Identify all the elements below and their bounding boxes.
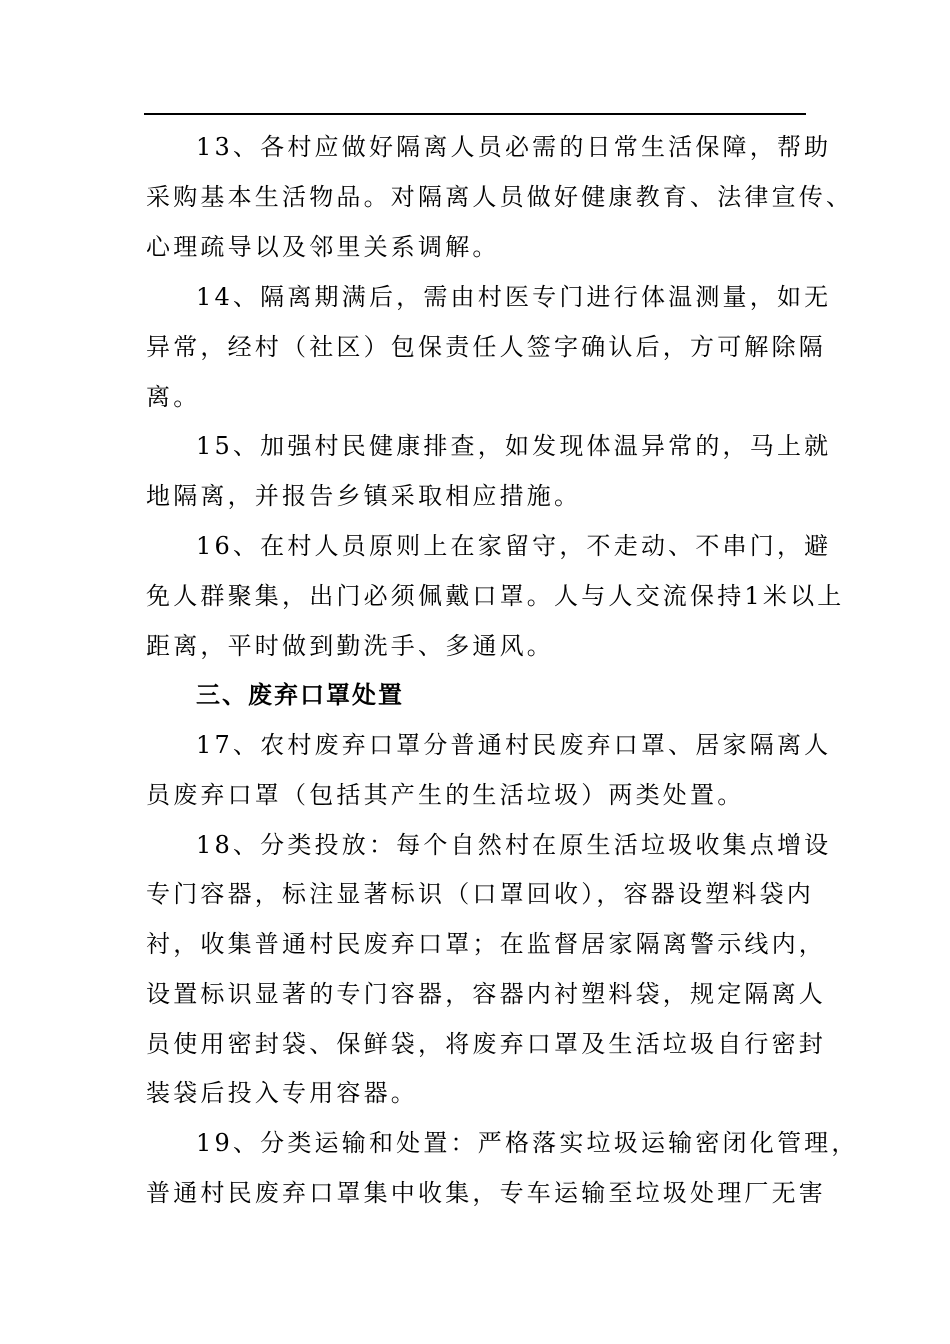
paragraph-16-line-3: 距离，平时做到勤洗手、多通风。 <box>146 632 554 660</box>
header-rule <box>144 113 806 115</box>
paragraph-15-line-1: 15、加强村民健康排查，如发现体温异常的，马上就 <box>196 432 832 460</box>
paragraph-14-line-2: 异常，经村（社区）包保责任人签字确认后，方可解除隔 <box>146 333 826 361</box>
section-heading: 三、废弃口罩处置 <box>196 681 404 709</box>
paragraph-18-line-6: 装袋后投入专用容器。 <box>146 1079 418 1107</box>
paragraph-13-line-3: 心理疏导以及邻里关系调解。 <box>146 233 500 261</box>
paragraph-18-line-5: 员使用密封袋、保鲜袋，将废弃口罩及生活垃圾自行密封 <box>146 1030 826 1058</box>
paragraph-18-line-3: 衬，收集普通村民废弃口罩；在监督居家隔离警示线内， <box>146 930 826 958</box>
paragraph-14-line-1: 14、隔离期满后，需由村医专门进行体温测量，如无 <box>196 283 832 311</box>
paragraph-14-line-3: 离。 <box>146 383 201 411</box>
paragraph-18-line-1: 18、分类投放：每个自然村在原生活垃圾收集点增设 <box>196 831 832 859</box>
paragraph-15-line-2: 地隔离，并报告乡镇采取相应措施。 <box>146 482 582 510</box>
paragraph-18-line-4: 设置标识显著的专门容器，容器内衬塑料袋，规定隔离人 <box>146 980 826 1008</box>
paragraph-16-line-2: 免人群聚集，出门必须佩戴口罩。人与人交流保持1米以上 <box>146 582 845 610</box>
paragraph-13-line-1: 13、各村应做好隔离人员必需的日常生活保障，帮助 <box>196 133 832 161</box>
paragraph-13-line-2: 采购基本生活物品。对隔离人员做好健康教育、法律宣传、 <box>146 183 854 211</box>
paragraph-19-line-1: 19、分类运输和处置：严格落实垃圾运输密闭化管理， <box>196 1129 859 1157</box>
paragraph-17-line-1: 17、农村废弃口罩分普通村民废弃口罩、居家隔离人 <box>196 731 832 759</box>
paragraph-17-line-2: 员废弃口罩（包括其产生的生活垃圾）两类处置。 <box>146 781 745 809</box>
paragraph-19-line-2: 普通村民废弃口罩集中收集，专车运输至垃圾处理厂无害 <box>146 1179 826 1207</box>
paragraph-18-line-2: 专门容器，标注显著标识（口罩回收），容器设塑料袋内 <box>146 880 814 908</box>
paragraph-16-line-1: 16、在村人员原则上在家留守，不走动、不串门，避 <box>196 532 832 560</box>
